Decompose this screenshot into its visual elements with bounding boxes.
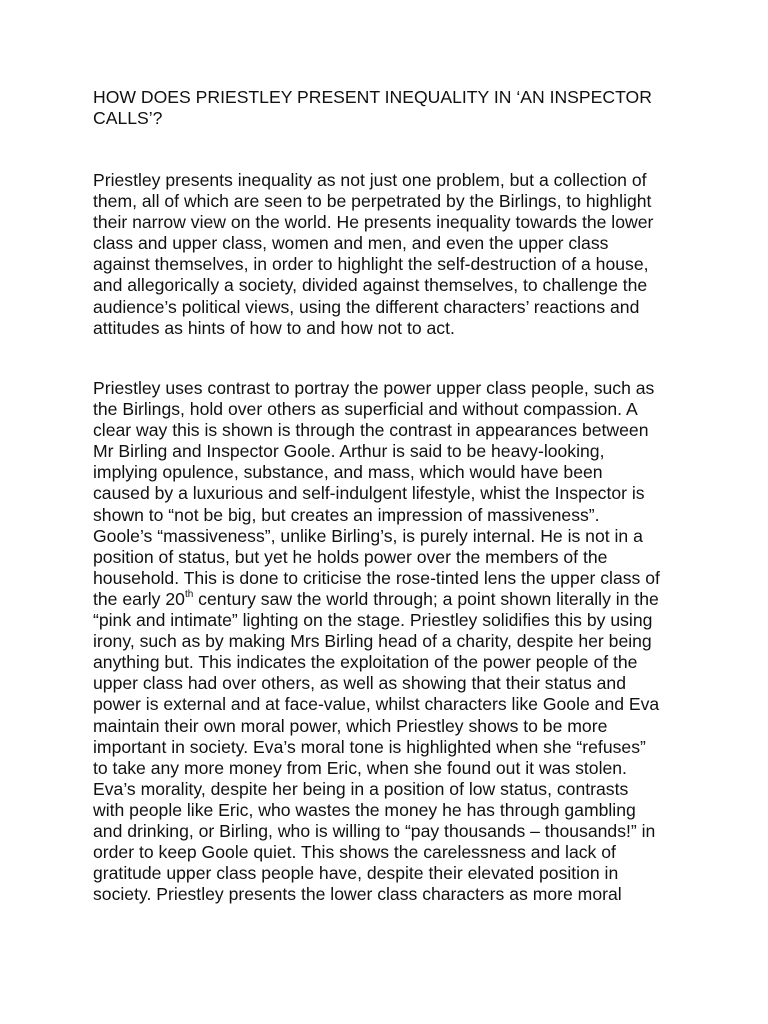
text-line: against themselves, in order to highlight the self-destruction of a house, [93,254,649,275]
paragraph-introduction [93,170,693,339]
text-fragment: century saw the world through; a point shown literally in the [193,588,659,609]
text-line: with people like Eric, who wastes the money he has through gambling [93,799,636,820]
text-line: their narrow view on the world. He presents inequality towards the lower [93,212,654,233]
text-line: and drinking, or Birling, who is willing to “pay thousands – thousands!” in [93,820,656,841]
text-line: anything but. This indicates the exploitation of the power people of the [93,652,638,673]
text-line: power is external and at face-value, whilst characters like Goole and Eva [93,694,660,715]
text-line-superscript [93,589,693,610]
text-line: Priestley uses contrast to portray the power upper class people, such as [93,378,655,398]
text-line: shown to “not be big, but creates an impression of massiveness”. [93,504,600,525]
text-line: audience’s political views, using the different characters’ reactions and [93,296,640,317]
text-line: attitudes as hints of how to and how not to act. [93,317,455,338]
text-line: caused by a luxurious and self-indulgent lifestyle, whist the Inspector is [93,483,645,504]
text-line: upper class had over others, as well as showing that their status and [93,673,626,694]
text-line: Goole’s “massiveness”, unlike Birling’s, is purely internal. He is not in a [93,525,643,546]
text-line: Eva’s morality, despite her being in a position of low status, contrasts [93,778,629,799]
text-line: “pink and intimate” lighting on the stage. Priestley solidifies this by using [93,610,653,631]
text-line: order to keep Goole quiet. This shows the carelessness and lack of [93,842,616,863]
text-line: to take any more money from Eric, when she found out it was stolen. [93,757,627,778]
essay-title [93,87,693,129]
title-line: CALLS’? [93,108,163,129]
title-line: HOW DOES PRIESTLEY PRESENT INEQUALITY IN ‘AN INSPECTOR [93,87,652,107]
text-line: household. This is done to criticise the rose-tinted lens the upper class of [93,567,660,588]
text-line: clear way this is shown is through the contrast in appearances between [93,420,649,441]
text-line: Mr Birling and Inspector Goole. Arthur is said to be heavy-looking, [93,441,605,462]
text-line: the Birlings, hold over others as superficial and without compassion. A [93,399,638,420]
text-line: them, all of which are seen to be perpetrated by the Birlings, to highlight [93,191,652,212]
text-line: maintain their own moral power, which Priestley shows to be more [93,715,608,736]
text-line: implying opulence, substance, and mass, which would have been [93,462,603,483]
text-line: gratitude upper class people have, despite their elevated position in [93,863,619,884]
text-line: and allegorically a society, divided against themselves, to challenge the [93,275,648,296]
text-line: Priestley presents inequality as not just one problem, but a collection of [93,170,647,190]
ordinal-superscript: th [184,589,194,601]
text-line: position of status, but yet he holds power over the members of the [93,546,608,567]
text-line: society. Priestley presents the lower class characters as more moral [93,884,622,905]
text-line: important in society. Eva’s moral tone is highlighted when she “refuses” [93,736,646,757]
paragraph-contrast [93,378,693,905]
text-fragment: the early 20 [93,588,185,609]
text-line: irony, such as by making Mrs Birling head of a charity, despite her being [93,631,652,652]
text-line: class and upper class, women and men, and even the upper class [93,233,609,254]
